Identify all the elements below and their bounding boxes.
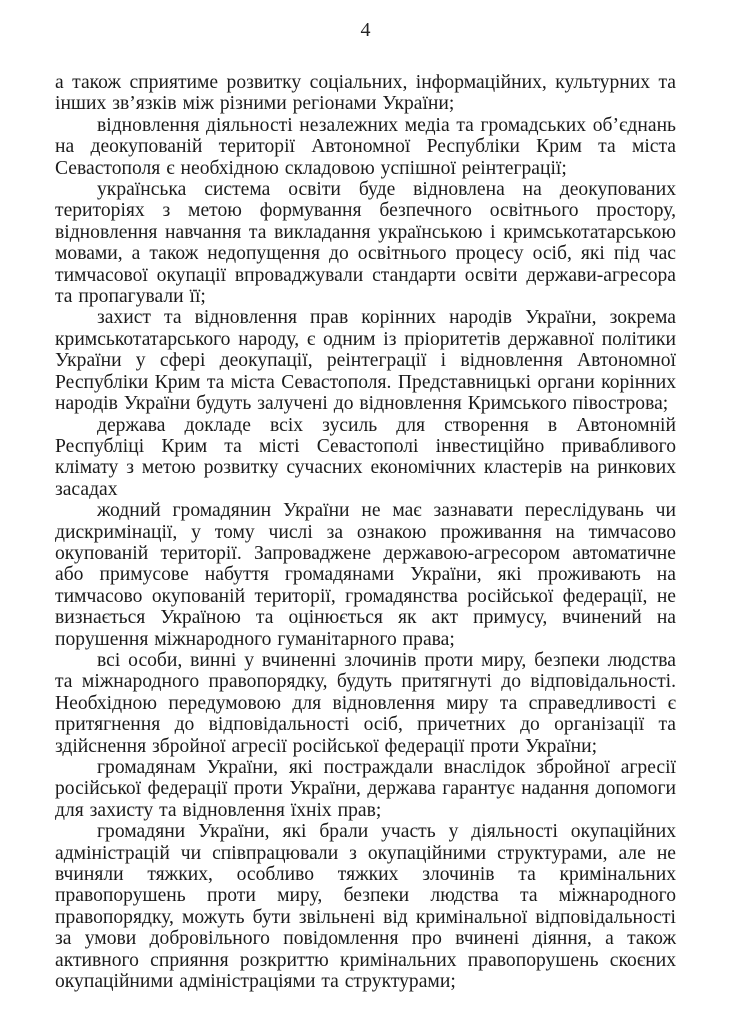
paragraph: жодний громадянин України не має зазнавати переслідувань чи дискримінації, у тому числі за ознакою проживання на тимчасово окупованій території. Запроваджене державою-агресором автоматичне або примусове набуття громадянами України, які проживають на тимчасово окупованій території, громадянства російської федерації, не визнається Україною та оцінюється як акт примусу, вчинений на порушення міжнародного гуманітарного права;	[55, 500, 676, 650]
paragraph: держава докладе всіх зусиль для створення в Автономній Республіці Крим та місті Севастополі інвестиційно привабливого клімату з метою розвитку сучасних економічних кластерів на ринкових засадах	[55, 414, 676, 500]
paragraph: а також сприятиме розвитку соціальних, інформаційних, культурних та інших зв’язків між різними регіонами України;	[55, 72, 676, 115]
paragraph: відновлення діяльності незалежних медіа та громадських об’єднань на деокупованій території Автономної Республіки Крим та міста Севастополя є необхідною складовою успішної реінтеграції;	[55, 114, 676, 179]
document-body	[55, 72, 676, 992]
paragraph: захист та відновлення прав корінних народів України, зокрема кримськотатарського народу, є одним із пріоритетів державної політики України у сфері деокупації, реінтеграції і відновлення Автономної Республіки Крим та міста Севастополя. Представницькі органи корінних народів України будуть залучені до відновлення Кримського півострова;	[55, 307, 676, 415]
paragraph: всі особи, винні у вчиненні злочинів проти миру, безпеки людства та міжнародного правопорядку, будуть притягнуті до відповідальності. Необхідною передумовою для відновлення миру та справедливості є притягнення до відповідальності осіб, причетних до організації та здійснення збройної агресії російської федерації проти України;	[55, 649, 676, 757]
paragraph: громадянам України, які постраждали внаслідок збройної агресії російської федерації проти України, держава гарантує надання допомоги для захисту та відновлення їхніх прав;	[55, 757, 676, 821]
paragraph: громадяни України, які брали участь у діяльності окупаційних адміністрацій чи співпрацювали з окупаційними структурами, але не вчиняли тяжких, особливо тяжких злочинів та кримінальних правопорушень проти миру, безпеки людства та міжнародного правопорядку, можуть бути звільнені від кримінальної відповідальності за умови добровільного повідомлення про вчинені діяння, а також активного сприяння розкриттю кримінальних правопорушень скоєних окупаційними адміністраціями та структурами;	[55, 821, 676, 993]
page-number: 4	[360, 19, 371, 41]
paragraph: українська система освіти буде відновлена на деокупованих територіях з метою формування безпечного освітнього простору, відновлення навчання та викладання українською і кримськотатарською мовами, а також недопущення до освітнього процесу осіб, які під час тимчасової окупації впроваджували стандарти освіти держави-агресора та пропагували її;	[55, 179, 676, 308]
